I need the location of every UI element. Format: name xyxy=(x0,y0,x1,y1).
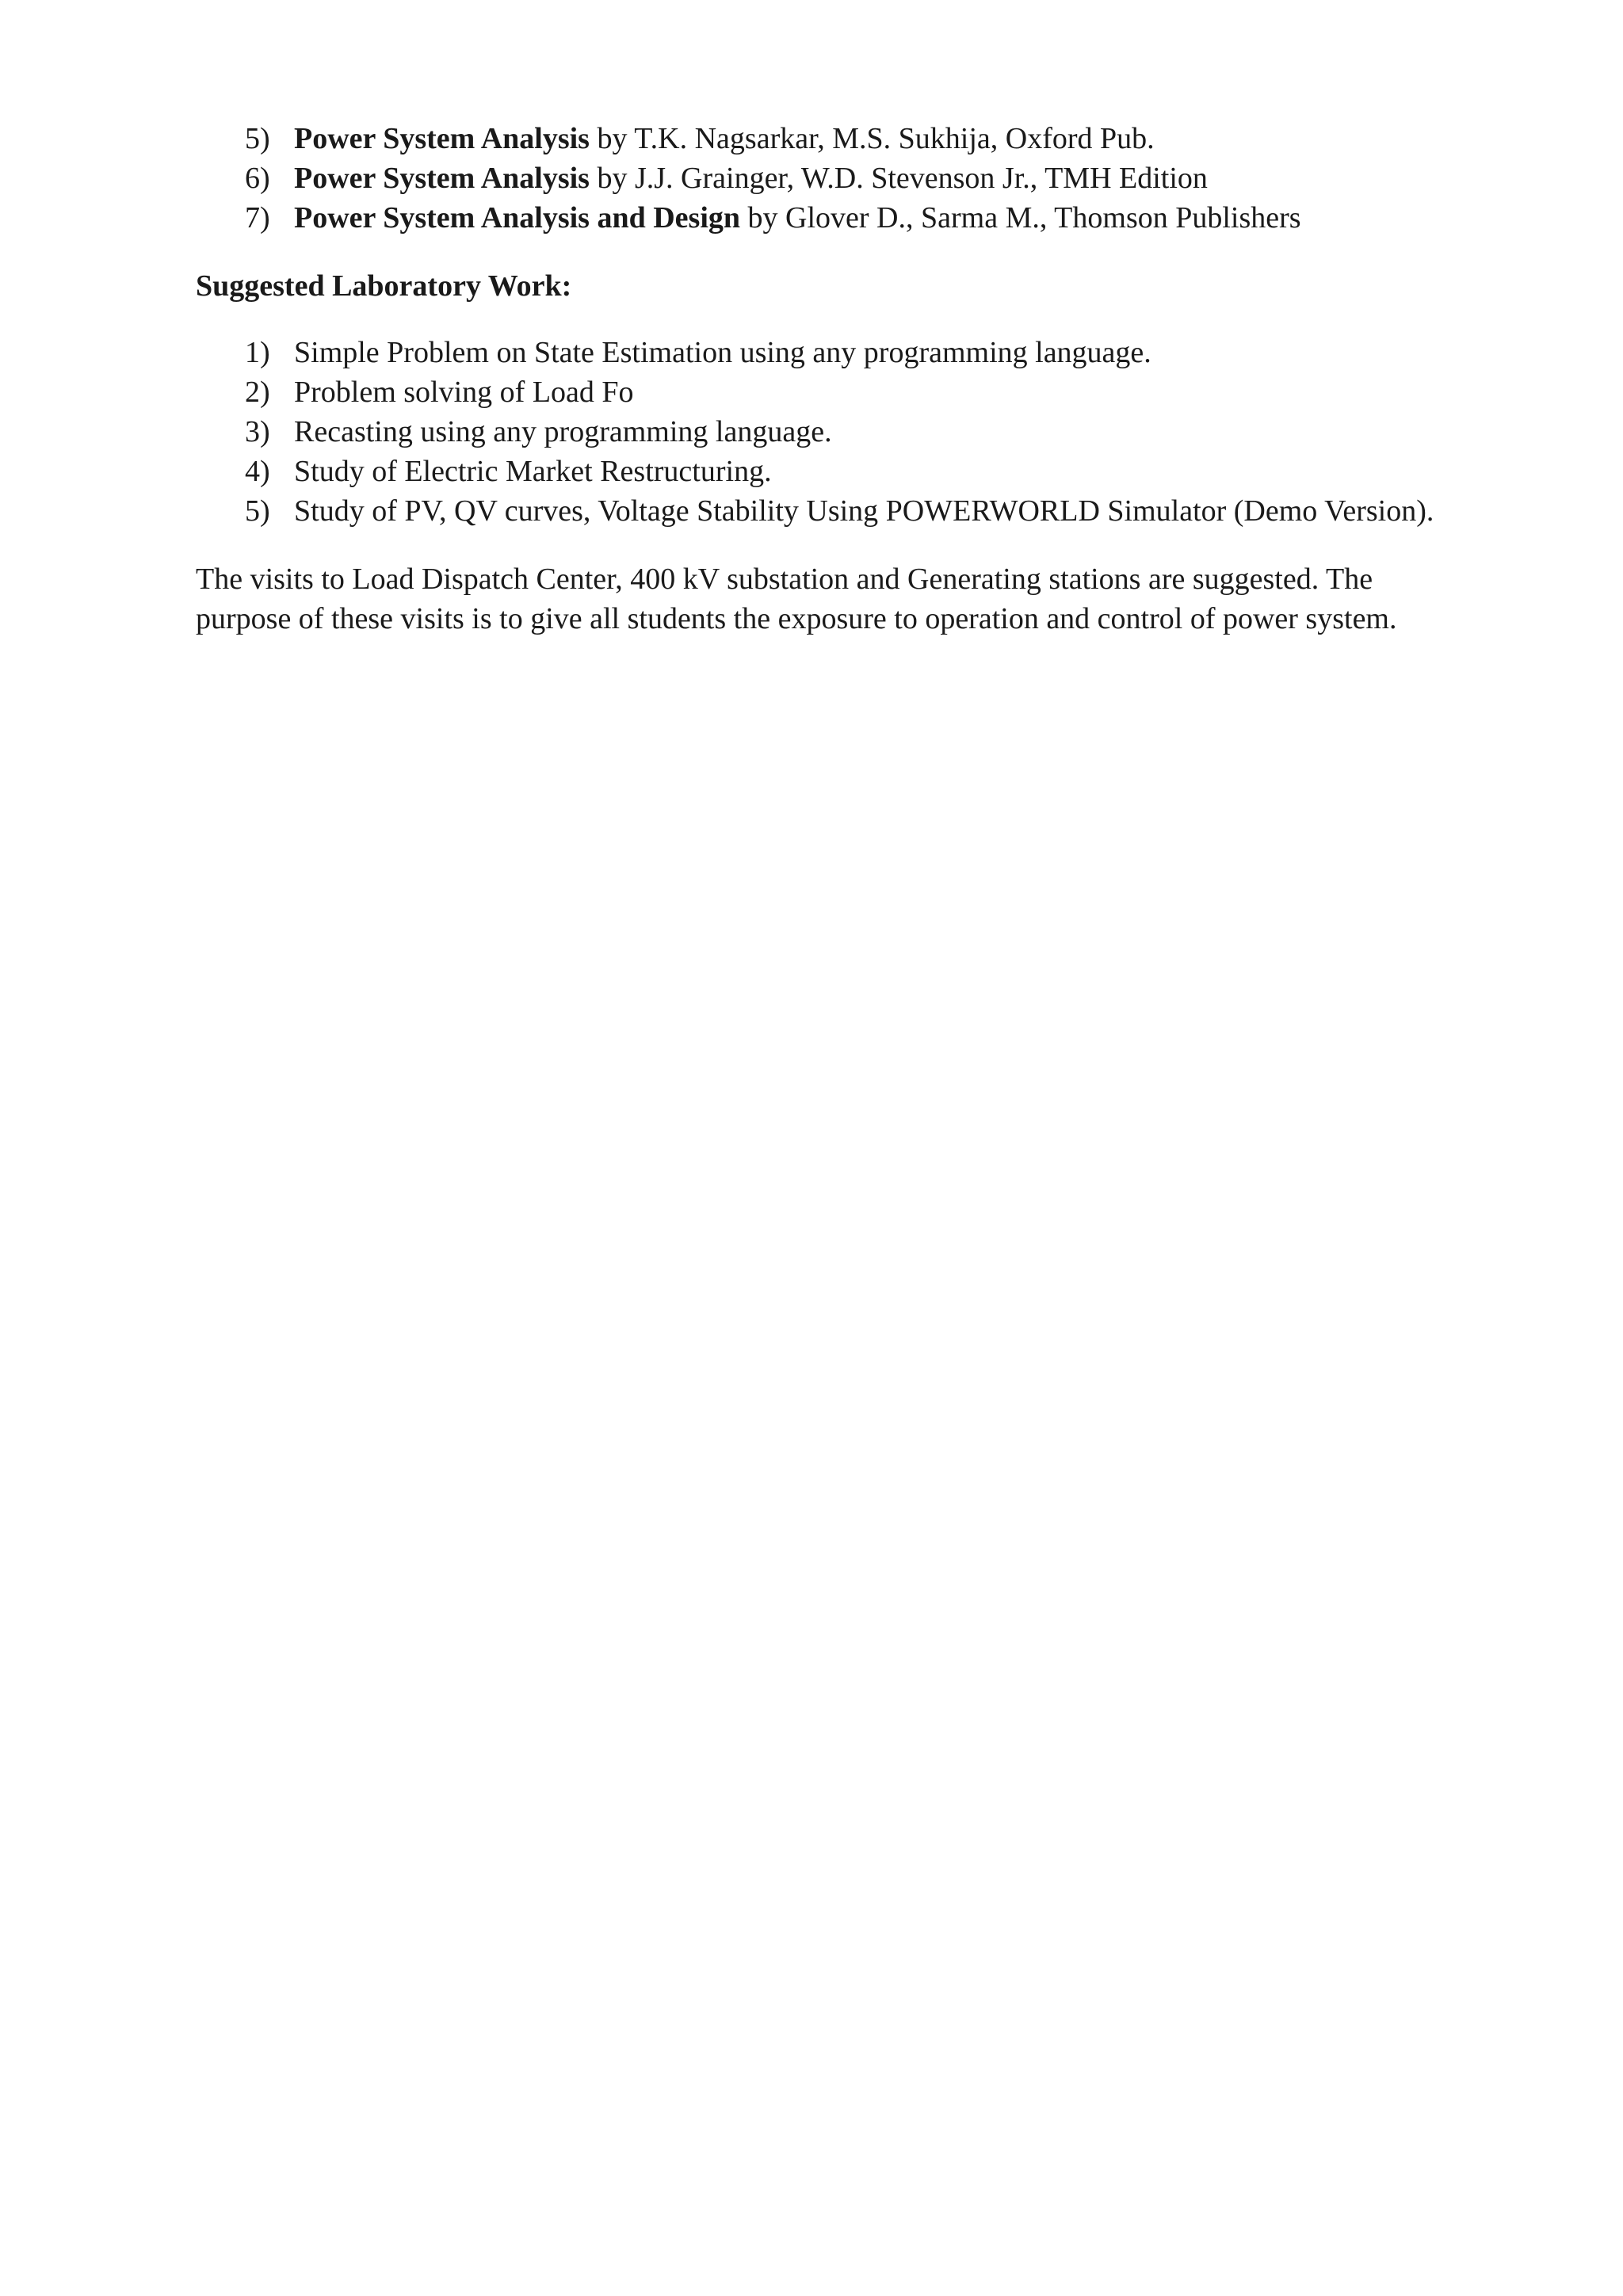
reference-details: by J.J. Grainger, W.D. Stevenson Jr., TMH Edition xyxy=(589,162,1208,195)
reference-text xyxy=(294,198,1301,238)
reference-text xyxy=(294,119,1155,158)
lab-item-number: 1) xyxy=(245,336,270,369)
visits-note-line: purpose of these visits is to give all students the exposure to operation and control of power system. xyxy=(196,602,1397,635)
reference-title: Power System Analysis xyxy=(294,122,590,155)
lab-item-text: Study of PV, QV curves, Voltage Stability Using POWERWORLD Simulator (Demo Version). xyxy=(294,494,1434,528)
lab-item-text: Simple Problem on State Estimation using any programming language. xyxy=(294,336,1151,369)
reference-details: by Glover D., Sarma M., Thomson Publishers xyxy=(740,201,1301,235)
reference-details: by T.K. Nagsarkar, M.S. Sukhija, Oxford Pub. xyxy=(589,122,1155,155)
lab-item-number: 5) xyxy=(245,494,270,528)
lab-item-text: Recasting using any programming language. xyxy=(294,415,832,448)
reference-item xyxy=(196,119,1480,158)
visits-note-line: The visits to Load Dispatch Center, 400 kV substation and Generating stations are suggested. The xyxy=(196,563,1373,596)
reference-item xyxy=(196,158,1480,198)
reference-title: Power System Analysis and Design xyxy=(294,201,741,235)
visits-note xyxy=(196,559,1480,639)
lab-item xyxy=(196,452,1480,491)
reference-list xyxy=(196,119,1480,238)
reference-number: 7) xyxy=(245,201,270,235)
reference-item xyxy=(196,198,1480,238)
reference-number: 6) xyxy=(245,162,270,195)
lab-item-text: Study of Electric Market Restructuring. xyxy=(294,455,772,488)
reference-number: 5) xyxy=(245,122,270,155)
lab-item xyxy=(196,333,1480,372)
lab-heading: Suggested Laboratory Work: xyxy=(196,269,572,303)
lab-work-list xyxy=(196,333,1480,531)
reference-title: Power System Analysis xyxy=(294,162,590,195)
lab-item xyxy=(196,412,1480,452)
lab-item-number: 3) xyxy=(245,415,270,448)
lab-item-text: Problem solving of Load Fo xyxy=(294,376,634,409)
lab-item-number: 2) xyxy=(245,376,270,409)
lab-item-number: 4) xyxy=(245,455,270,488)
page-content xyxy=(196,119,1480,639)
lab-item xyxy=(196,372,1480,412)
reference-text xyxy=(294,158,1208,198)
lab-item xyxy=(196,491,1480,531)
